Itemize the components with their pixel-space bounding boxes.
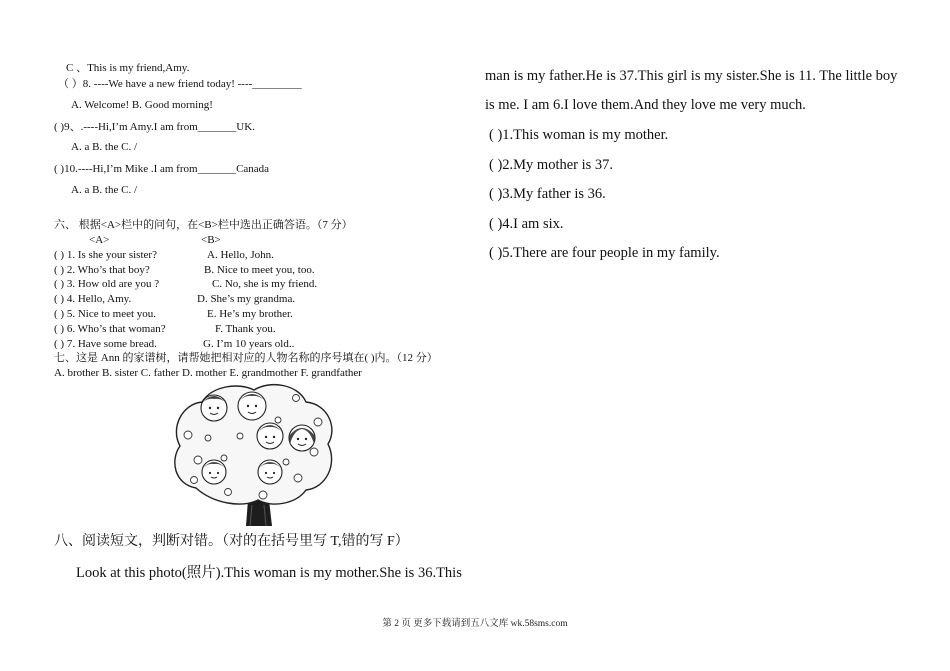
match-answer-a: A. Hello, John. [207,249,274,261]
passage-line-2: man is my father.He is 37.This girl is my sister.She is 11. The little boy [485,68,898,84]
match-answer-g: G. I’m 10 years old.. [203,338,295,350]
match-answer-c: C. No, she is my friend. [212,278,318,290]
section-8-title: 八、阅读短文，判断对错。（对的在括号里写 T,错的写 F） [54,534,409,549]
question-9: ( )9、.----Hi,I’m Amy.I am from_______UK. [54,121,255,133]
column-a-header: <A> [89,234,110,246]
family-tree-illustration-icon [168,380,338,526]
reading-question-3: ( )3.My father is 36. [489,186,606,202]
match-question-5: ( ) 5. Nice to meet you. [54,308,157,320]
question-8-options: A. Welcome! B. Good morning! [71,99,213,111]
match-question-6: ( ) 6. Who’s that woman? [54,323,166,335]
column-b-header: <B> [201,234,221,246]
reading-question-5: ( )5.There are four people in my family. [489,245,720,261]
match-answer-e: E. He’s my brother. [207,308,293,320]
question-10-options: A. a B. the C. / [71,184,137,196]
reading-question-2: ( )2.My mother is 37. [489,157,614,173]
match-answer-b: B. Nice to meet you, too. [204,264,315,276]
section-7-options: A. brother B. sister C. father D. mother E. grandmother F. grandfather [54,367,362,379]
match-question-2: ( ) 2. Who’s that boy? [54,264,150,276]
passage-line-1: Look at this photo(照片).This woman is my mother.She is 36.This [76,565,462,581]
reading-question-1: ( )1.This woman is my mother. [489,127,669,143]
question-7-option-c: C 、This is my friend,Amy. [66,62,190,74]
reading-question-4: ( )4.I am six. [489,216,564,232]
match-answer-d: D. She’s my grandma. [197,293,296,305]
passage-line-3: is me. I am 6.I love them.And they love me very much. [485,97,806,113]
match-question-3: ( ) 3. How old are you ? [54,278,160,290]
match-question-7: ( ) 7. Have some bread. [54,338,157,350]
question-10: ( )10.----Hi,I’m Mike .I am from_______Canada [54,163,270,175]
match-answer-f: F. Thank you. [215,323,276,335]
page-footer: 第 2 页 更多下载请到五八文库 wk.58sms.com [382,619,568,629]
match-question-1: ( ) 1. Is she your sister? [54,249,157,261]
question-8: （ ）8. ----We have a new friend today! ----_________ [58,78,302,90]
section-7-title: 七、这是 Ann 的家谱树，请帮她把相对应的人物名称的序号填在( )内。（12 分） [54,352,438,364]
match-question-4: ( ) 4. Hello, Amy. [54,293,132,305]
question-9-options: A. a B. the C. / [71,141,137,153]
section-6-title: 六、 根据<A>栏中的问句，在<B>栏中选出正确答语。（7 分） [54,219,353,231]
